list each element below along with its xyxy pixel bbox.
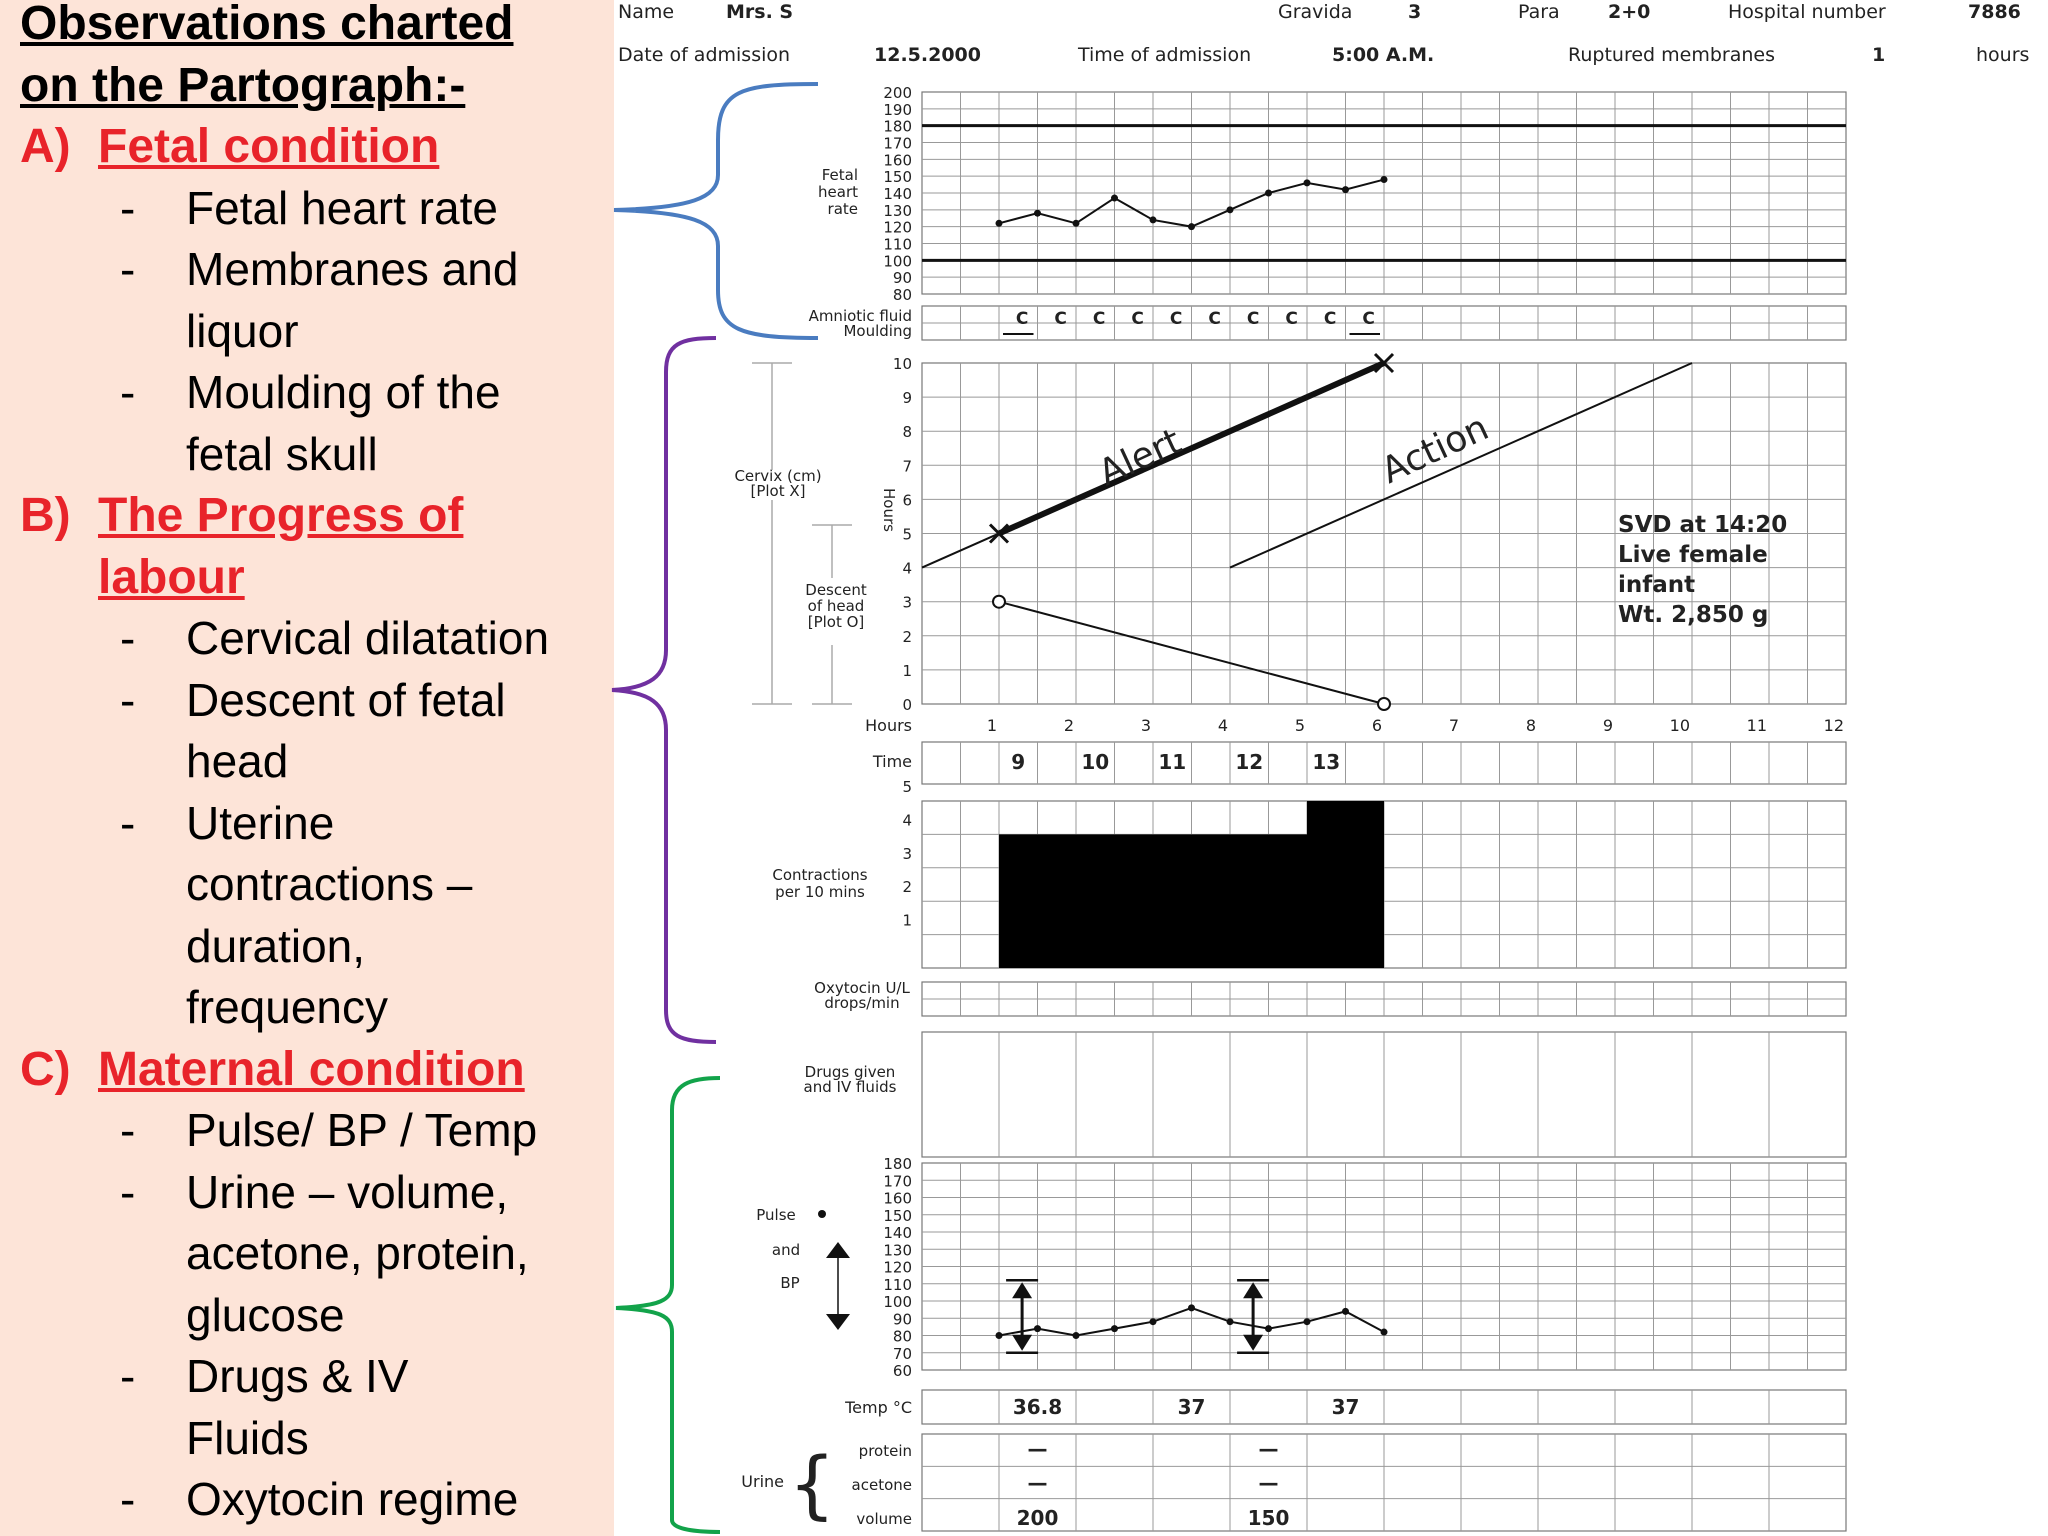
- urine-row-label: acetone: [851, 1476, 912, 1494]
- hour-tick-label: 2: [1063, 716, 1074, 735]
- delivery-note: Wt. 2,850 g: [1618, 602, 1769, 628]
- contractions-tick-label: 4: [902, 811, 912, 830]
- fhr-tick-label: 190: [883, 100, 912, 119]
- cervix-tick-label: 1: [902, 661, 912, 680]
- bullet-dash: -: [120, 1473, 136, 1525]
- fhr-point: [1265, 190, 1272, 197]
- urine-volume-value: 150: [1247, 1506, 1290, 1530]
- contraction-bar: [999, 834, 1307, 968]
- section-title: labour: [98, 550, 245, 604]
- list-item-text: Cervical dilatation: [186, 612, 550, 664]
- list-item-text: glucose: [186, 1288, 345, 1341]
- fhr-point: [996, 220, 1003, 227]
- descent-axis-label: Descent: [805, 581, 867, 599]
- cervix-tick-label: 0: [902, 696, 912, 714]
- progress-of-labour-brace: [612, 338, 716, 1042]
- amniotic-entry: C: [1015, 309, 1029, 329]
- list-item-text: Fluids: [186, 1411, 309, 1464]
- list-item-text: Urine – volume,: [186, 1165, 509, 1218]
- pulse-tick-label: 180: [883, 1155, 912, 1173]
- contractions-axis-label: Contractions: [772, 866, 868, 884]
- fhr-point: [1381, 176, 1388, 183]
- fhr-point: [1034, 210, 1041, 217]
- fhr-axis-label: heart: [818, 183, 858, 201]
- pulse-tick-label: 160: [883, 1189, 912, 1208]
- bp-systolic-arrow: [1243, 1282, 1263, 1298]
- pulse-tick-label: 150: [883, 1206, 912, 1225]
- name-value: Mrs. S: [726, 1, 794, 23]
- time-row-label: Time: [872, 752, 912, 771]
- fhr-tick-label: 130: [883, 201, 912, 220]
- bullet-dash: -: [120, 366, 136, 418]
- temp-value: 36.8: [1012, 1395, 1063, 1419]
- amniotic-entry: C: [1054, 309, 1067, 329]
- oxytocin-label: drops/min: [824, 994, 900, 1012]
- list-item-text: head: [186, 735, 289, 787]
- admission-time-label: Time of admission: [1078, 44, 1252, 66]
- maternal-condition-brace: [616, 1078, 720, 1532]
- pulse-point: [1111, 1325, 1118, 1332]
- cervix-tick-label: 10: [892, 355, 912, 373]
- cervix-tick-label: 6: [902, 491, 912, 510]
- contractions-axis-label: per 10 mins: [775, 883, 865, 901]
- fhr-tick-label: 180: [883, 117, 912, 136]
- hours-side-label: Hours: [880, 488, 898, 532]
- bp-label: BP: [780, 1274, 800, 1292]
- admission-date-value: 12.5.2000: [874, 44, 981, 66]
- ruptured-membranes-value: 1: [1872, 44, 1886, 66]
- para-label: Para: [1518, 1, 1560, 23]
- urine-brace: {: [788, 1442, 836, 1528]
- cervix-tick-label: 2: [902, 627, 912, 646]
- hour-tick-label: 3: [1140, 716, 1151, 735]
- pulse-tick-label: 80: [892, 1327, 912, 1346]
- fetal-condition-brace: [614, 84, 818, 338]
- section-letter: A): [20, 120, 71, 173]
- time-value: 11: [1158, 750, 1187, 774]
- list-item-text: Drugs & IV: [186, 1350, 409, 1402]
- fhr-tick-label: 160: [883, 151, 912, 170]
- oxytocin-label: Oxytocin U/L: [814, 979, 910, 997]
- pulse-point: [1304, 1318, 1311, 1325]
- contractions-tick-label: 3: [902, 844, 912, 863]
- urine-acetone-value: —: [1258, 1471, 1279, 1495]
- amniotic-entry: C: [1131, 309, 1144, 329]
- bp-systolic-arrow: [1012, 1282, 1032, 1298]
- pulse-point: [1342, 1308, 1349, 1315]
- name-label: Name: [618, 1, 675, 23]
- cervix-tick-label: 7: [902, 457, 912, 476]
- list-item-text: duration,: [186, 919, 366, 972]
- admission-date-label: Date of admission: [618, 44, 791, 66]
- bullet-dash: -: [120, 1350, 136, 1402]
- hour-tick-label: 10: [1669, 716, 1690, 735]
- time-value: 9: [1011, 750, 1026, 774]
- gravida-value: 3: [1408, 1, 1422, 23]
- pulse-label: Pulse: [756, 1206, 796, 1224]
- fhr-point: [1073, 220, 1080, 227]
- bullet-dash: -: [120, 1165, 136, 1218]
- section-title: Maternal condition: [98, 1042, 525, 1096]
- amniotic-label: Moulding: [843, 322, 912, 340]
- drugs-grid: [922, 1032, 1846, 1157]
- pulse-tick-label: 140: [883, 1224, 912, 1242]
- list-item-text: Moulding of the: [186, 366, 501, 418]
- fhr-point: [1227, 206, 1234, 213]
- contractions-tick-label: 2: [902, 878, 912, 897]
- temp-value: 37: [1177, 1395, 1206, 1419]
- time-grid: [922, 742, 1846, 784]
- list-item-text: Pulse/ BP / Temp: [186, 1104, 538, 1156]
- cervix-tick-label: 4: [902, 559, 912, 578]
- fhr-tick-label: 80: [892, 286, 912, 304]
- drugs-label: and IV fluids: [803, 1078, 897, 1096]
- urine-grid: [922, 1434, 1846, 1531]
- fhr-tick-label: 170: [883, 134, 912, 153]
- time-value: 13: [1312, 750, 1341, 774]
- temp-value: 37: [1331, 1395, 1360, 1419]
- hours-row-label: Hours: [865, 716, 912, 735]
- cervix-tick-label: 8: [902, 423, 912, 442]
- bullet-dash: -: [120, 673, 136, 726]
- pulse-tick-label: 60: [892, 1362, 912, 1380]
- descent-axis-label: of head: [807, 597, 865, 615]
- drugs-label: Drugs given: [804, 1063, 896, 1081]
- fhr-axis-label: rate: [827, 200, 858, 218]
- time-value: 12: [1235, 750, 1264, 774]
- pulse-dot-legend: [818, 1210, 826, 1218]
- pulse-point: [1150, 1318, 1157, 1325]
- hour-tick-label: 9: [1602, 716, 1613, 735]
- amniotic-entry: C: [1323, 309, 1337, 329]
- pulse-tick-label: 130: [883, 1241, 912, 1260]
- list-item-text: fetal skull: [186, 427, 378, 480]
- bullet-dash: -: [120, 796, 136, 849]
- delivery-note: SVD at 14:20: [1618, 512, 1788, 538]
- fhr-point: [1342, 186, 1349, 193]
- hour-tick-label: 7: [1448, 716, 1459, 735]
- pulse-grid: [922, 1163, 1846, 1370]
- fhr-tick-label: 110: [883, 235, 912, 254]
- pulse-point: [1381, 1329, 1388, 1336]
- ruptured-membranes-label: Ruptured membranes: [1568, 44, 1775, 66]
- bullet-dash: -: [120, 243, 136, 295]
- list-item-text: Oxytocin regime: [186, 1473, 519, 1525]
- heading-line: Observations charted: [20, 0, 514, 50]
- hour-tick-label: 5: [1294, 716, 1305, 735]
- contraction-bar: [1307, 801, 1384, 968]
- pulse-point: [1265, 1325, 1272, 1332]
- list-item-text: acetone, protein,: [186, 1227, 529, 1279]
- alert-label: Alert: [1092, 420, 1188, 495]
- hospital-number-label: Hospital number: [1728, 1, 1886, 23]
- amniotic-entry: C: [1169, 309, 1183, 329]
- descent-o-mark: [993, 596, 1005, 608]
- fhr-tick-label: 150: [883, 168, 912, 187]
- para-value: 2+0: [1608, 1, 1651, 23]
- urine-volume-value: 200: [1016, 1506, 1059, 1530]
- bullet-dash: -: [120, 1104, 136, 1156]
- bullet-dash: -: [120, 181, 136, 234]
- fhr-tick-label: 200: [883, 84, 912, 102]
- amniotic-label: Amniotic fluid: [808, 307, 912, 325]
- cervix-tick-label: 3: [902, 593, 912, 612]
- urine-protein-value: —: [1027, 1437, 1048, 1461]
- action-label: Action: [1375, 407, 1495, 492]
- delivery-note: Live female: [1618, 542, 1768, 568]
- urine-acetone-value: —: [1027, 1471, 1048, 1495]
- section-title: Fetal condition: [98, 120, 440, 173]
- and-label: and: [771, 1241, 801, 1259]
- pulse-tick-label: 120: [883, 1258, 912, 1277]
- urine-protein-value: —: [1258, 1437, 1279, 1461]
- bp-down-arrow-legend: [826, 1314, 850, 1330]
- admission-time-value: 5:00 A.M.: [1332, 44, 1435, 66]
- bp-diastolic-arrow: [1012, 1335, 1032, 1351]
- fhr-tick-label: 120: [883, 218, 912, 237]
- time-value: 10: [1081, 750, 1110, 774]
- amniotic-entry: C: [1208, 309, 1221, 329]
- pulse-tick-label: 70: [892, 1344, 912, 1363]
- fhr-point: [1150, 216, 1157, 223]
- fhr-point: [1111, 195, 1118, 202]
- gravida-label: Gravida: [1278, 1, 1353, 23]
- oxytocin-grid: [922, 982, 1846, 1016]
- hour-tick-label: 11: [1746, 716, 1767, 735]
- contractions-tick-label: 5: [902, 778, 912, 796]
- fhr-tick-label: 100: [883, 252, 912, 271]
- section-letter: B): [20, 489, 71, 542]
- amniotic-entry: C: [1246, 309, 1260, 329]
- pulse-tick-label: 170: [883, 1172, 912, 1191]
- contractions-tick-label: 1: [902, 911, 912, 930]
- bullet-dash: -: [120, 612, 136, 664]
- heading-line: on the Partograph:-: [20, 58, 466, 112]
- pulse-point: [1073, 1332, 1080, 1339]
- hour-tick-label: 12: [1823, 716, 1844, 735]
- urine-label: Urine: [741, 1472, 784, 1491]
- pulse-tick-label: 90: [892, 1310, 912, 1329]
- bp-up-arrow-legend: [826, 1242, 850, 1258]
- pulse-point: [1034, 1325, 1041, 1332]
- descent-o-mark: [1378, 698, 1390, 710]
- amniotic-entry: C: [1092, 309, 1106, 329]
- fhr-axis-label: Fetal: [821, 166, 858, 184]
- pulse-point: [996, 1332, 1003, 1339]
- hour-tick-label: 6: [1371, 716, 1382, 735]
- amniotic-entry: C: [1285, 309, 1298, 329]
- list-item-text: frequency: [186, 981, 389, 1033]
- hour-tick-label: 1: [986, 716, 997, 735]
- cervix-axis-label: Cervix (cm): [734, 467, 822, 485]
- list-item-text: Fetal heart rate: [186, 181, 498, 234]
- urine-row-label: volume: [856, 1510, 912, 1528]
- hospital-number-value: 7886: [1968, 1, 2021, 23]
- fhr-tick-label: 140: [883, 185, 912, 203]
- section-letter: C): [20, 1042, 71, 1096]
- amniotic-entry: C: [1362, 309, 1375, 329]
- cervix-tick-label: 9: [902, 389, 912, 408]
- fhr-tick-label: 90: [892, 269, 912, 288]
- delivery-note: infant: [1618, 572, 1696, 598]
- pulse-tick-label: 100: [883, 1293, 912, 1311]
- hours-label: hours: [1976, 44, 2030, 66]
- list-item-text: liquor: [186, 304, 299, 357]
- bp-diastolic-arrow: [1243, 1335, 1263, 1351]
- pulse-tick-label: 110: [883, 1275, 912, 1294]
- pulse-point: [1227, 1318, 1234, 1325]
- urine-row-label: protein: [858, 1442, 912, 1460]
- fhr-point: [1188, 223, 1195, 230]
- list-item-text: Membranes and: [186, 243, 519, 295]
- list-item-text: Uterine: [186, 796, 335, 849]
- section-title: The Progress of: [98, 489, 464, 542]
- pulse-point: [1188, 1304, 1195, 1311]
- hour-tick-label: 4: [1217, 716, 1228, 735]
- fhr-grid: [922, 92, 1846, 294]
- temp-label: Temp °C: [845, 1398, 912, 1417]
- cervix-axis-label: [Plot X]: [750, 482, 806, 500]
- list-item-text: Descent of fetal: [186, 673, 506, 726]
- cervix-tick-label: 5: [902, 525, 912, 544]
- list-item-text: contractions –: [186, 858, 473, 910]
- fhr-point: [1304, 179, 1311, 186]
- descent-axis-label: [Plot O]: [807, 613, 865, 631]
- hour-tick-label: 8: [1525, 716, 1536, 735]
